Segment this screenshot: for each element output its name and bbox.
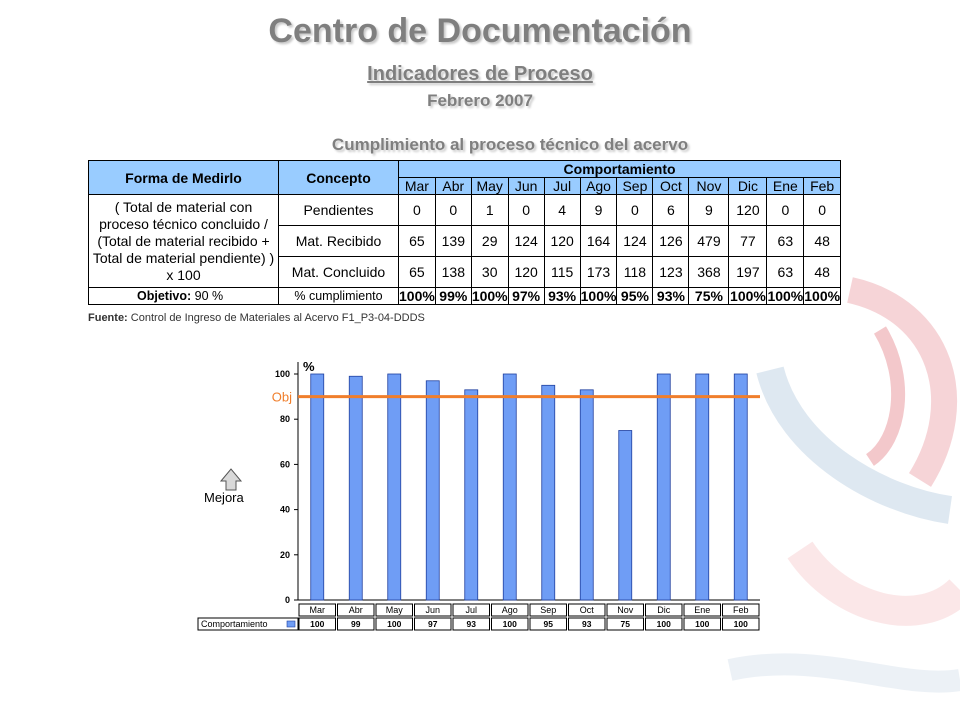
objective-label: Obj — [271, 389, 292, 405]
header-concepto: Concepto — [279, 161, 399, 195]
y-axis-label: % — [303, 359, 315, 374]
legend-label: Comportamiento — [201, 619, 268, 629]
pct-cell: 100% — [804, 288, 841, 304]
bar — [426, 381, 439, 600]
bar — [696, 374, 709, 600]
month-header: Ago — [580, 178, 617, 195]
pct-cell: 100% — [767, 288, 804, 304]
category-label: Mar — [309, 605, 325, 615]
page-subtitle: Indicadores de Proceso — [367, 63, 593, 85]
bar — [349, 376, 362, 600]
bar — [503, 374, 516, 600]
value-cell: 0 — [767, 195, 804, 226]
bar — [657, 374, 670, 600]
pct-cell: 93% — [653, 288, 689, 305]
value-cell: 0 — [508, 195, 544, 226]
source-text: Control de Ingreso de Materiales al Acervo F1_P3-04-DDDS — [130, 312, 425, 324]
month-header: Mar — [399, 178, 436, 195]
chart-value-label: 100 — [387, 619, 402, 629]
category-label: Dic — [657, 605, 671, 615]
chart-value-label: 95 — [543, 619, 553, 629]
value-cell: 0 — [435, 195, 471, 226]
value-cell: 48 — [804, 257, 841, 288]
value-cell: 0 — [399, 195, 436, 226]
value-cell: 139 — [435, 226, 471, 257]
pct-cell: 75% — [689, 288, 729, 305]
value-cell: 120 — [508, 257, 544, 288]
legend-swatch — [287, 621, 295, 627]
month-header: Jul — [544, 178, 580, 195]
month-header: Ene — [767, 178, 804, 195]
value-cell: 138 — [435, 257, 471, 288]
chart-value-label: 100 — [656, 619, 671, 629]
value-cell: 6 — [653, 195, 689, 226]
value-cell: 126 — [653, 226, 689, 257]
y-tick-label: 40 — [279, 504, 290, 515]
value-cell: 120 — [729, 195, 767, 226]
chart-value-label: 100 — [695, 619, 710, 629]
bar — [734, 374, 747, 600]
category-label: Sep — [540, 605, 557, 615]
value-cell: 120 — [544, 226, 580, 257]
objetivo-value: 90 % — [194, 289, 224, 303]
page-title: Centro de Documentación — [268, 12, 692, 50]
category-label: Jun — [425, 605, 441, 615]
chart-value-label: 100 — [733, 619, 748, 629]
pct-cell: 100% — [399, 288, 435, 304]
value-cell: 77 — [729, 226, 767, 257]
category-label: Ago — [501, 605, 518, 615]
category-label: Jul — [465, 605, 478, 615]
bar — [580, 390, 593, 600]
pct-cell: 97% — [508, 288, 544, 305]
value-cell: 9 — [689, 195, 729, 226]
value-cell: 48 — [804, 226, 841, 257]
table-title: Cumplimiento al proceso técnico del acervo — [331, 135, 689, 154]
value-cell: 65 — [399, 257, 436, 288]
y-tick-label: 0 — [284, 595, 290, 605]
bar — [465, 390, 478, 600]
month-header: Sep — [617, 178, 653, 195]
y-tick-label: 80 — [279, 414, 290, 425]
category-label: Oct — [579, 605, 594, 615]
bar — [388, 374, 401, 600]
category-label: Nov — [617, 605, 634, 615]
category-label: Ene — [694, 605, 711, 615]
pct-cell: 93% — [544, 288, 580, 305]
value-cell: 164 — [580, 226, 617, 257]
bar — [619, 431, 632, 601]
value-cell: 123 — [653, 257, 689, 288]
value-cell: 0 — [617, 195, 653, 226]
chart-value-label: 97 — [428, 619, 438, 629]
value-cell: 124 — [508, 226, 544, 257]
value-cell: 63 — [767, 226, 804, 257]
pct-cell: 100% — [471, 288, 508, 304]
month-header: May — [471, 178, 508, 195]
value-cell: 4 — [544, 195, 580, 226]
bar — [311, 374, 324, 600]
chart-value-label: 93 — [582, 619, 592, 629]
category-label: May — [385, 605, 403, 615]
header-comportamiento: Comportamiento — [399, 161, 841, 178]
pct-cell: 100% — [580, 288, 617, 304]
pct-label: % cumplimiento — [279, 288, 399, 305]
month-header: Oct — [653, 178, 689, 195]
value-cell: 0 — [804, 195, 841, 226]
value-cell: 1 — [471, 195, 508, 226]
mejora-label: Mejora — [204, 490, 244, 505]
objetivo-label: Objetivo: — [137, 289, 192, 303]
value-cell: 197 — [729, 257, 767, 288]
value-cell: 368 — [689, 257, 729, 288]
chart-value-label: 75 — [620, 619, 630, 629]
concept-cell: Mat. Recibido — [279, 226, 399, 257]
y-tick-label: 20 — [279, 549, 290, 560]
month-header: Feb — [804, 178, 841, 195]
value-cell: 63 — [767, 257, 804, 288]
value-cell: 30 — [471, 257, 508, 288]
category-label: Feb — [732, 605, 749, 615]
chart-value-label: 100 — [310, 619, 325, 629]
chart-value-label: 99 — [351, 619, 361, 629]
report-date: Febrero 2007 — [427, 91, 533, 110]
value-cell: 9 — [580, 195, 617, 226]
bar — [542, 385, 555, 600]
concept-cell: Mat. Concluido — [279, 257, 399, 288]
pct-cell: 99% — [435, 288, 471, 305]
pct-cell: 95% — [617, 288, 653, 305]
month-header: Abr — [435, 178, 471, 195]
pct-cell: 100% — [730, 288, 766, 304]
value-cell: 65 — [399, 226, 436, 257]
month-header: Dic — [729, 178, 767, 195]
value-cell: 118 — [617, 257, 653, 288]
value-cell: 479 — [689, 226, 729, 257]
category-label: Abr — [348, 605, 363, 615]
chart-value-label: 100 — [502, 619, 517, 629]
y-tick-label: 60 — [279, 459, 290, 470]
value-cell: 124 — [617, 226, 653, 257]
month-header: Jun — [508, 178, 544, 195]
value-cell: 173 — [580, 257, 617, 288]
forma-description: ( Total de material con proceso técnico concluido / (Total de material recibido + Total de material pendiente) ) x 100 — [89, 195, 279, 288]
value-cell: 29 — [471, 226, 508, 257]
chart-value-label: 93 — [466, 619, 476, 629]
header-forma: Forma de Medirlo — [89, 161, 279, 195]
month-header: Nov — [689, 178, 729, 195]
concept-cell: Pendientes — [279, 195, 399, 226]
y-tick-label: 100 — [274, 369, 290, 379]
up-arrow-icon — [221, 469, 241, 490]
source-label: Fuente: — [88, 312, 128, 324]
value-cell: 115 — [544, 257, 580, 288]
